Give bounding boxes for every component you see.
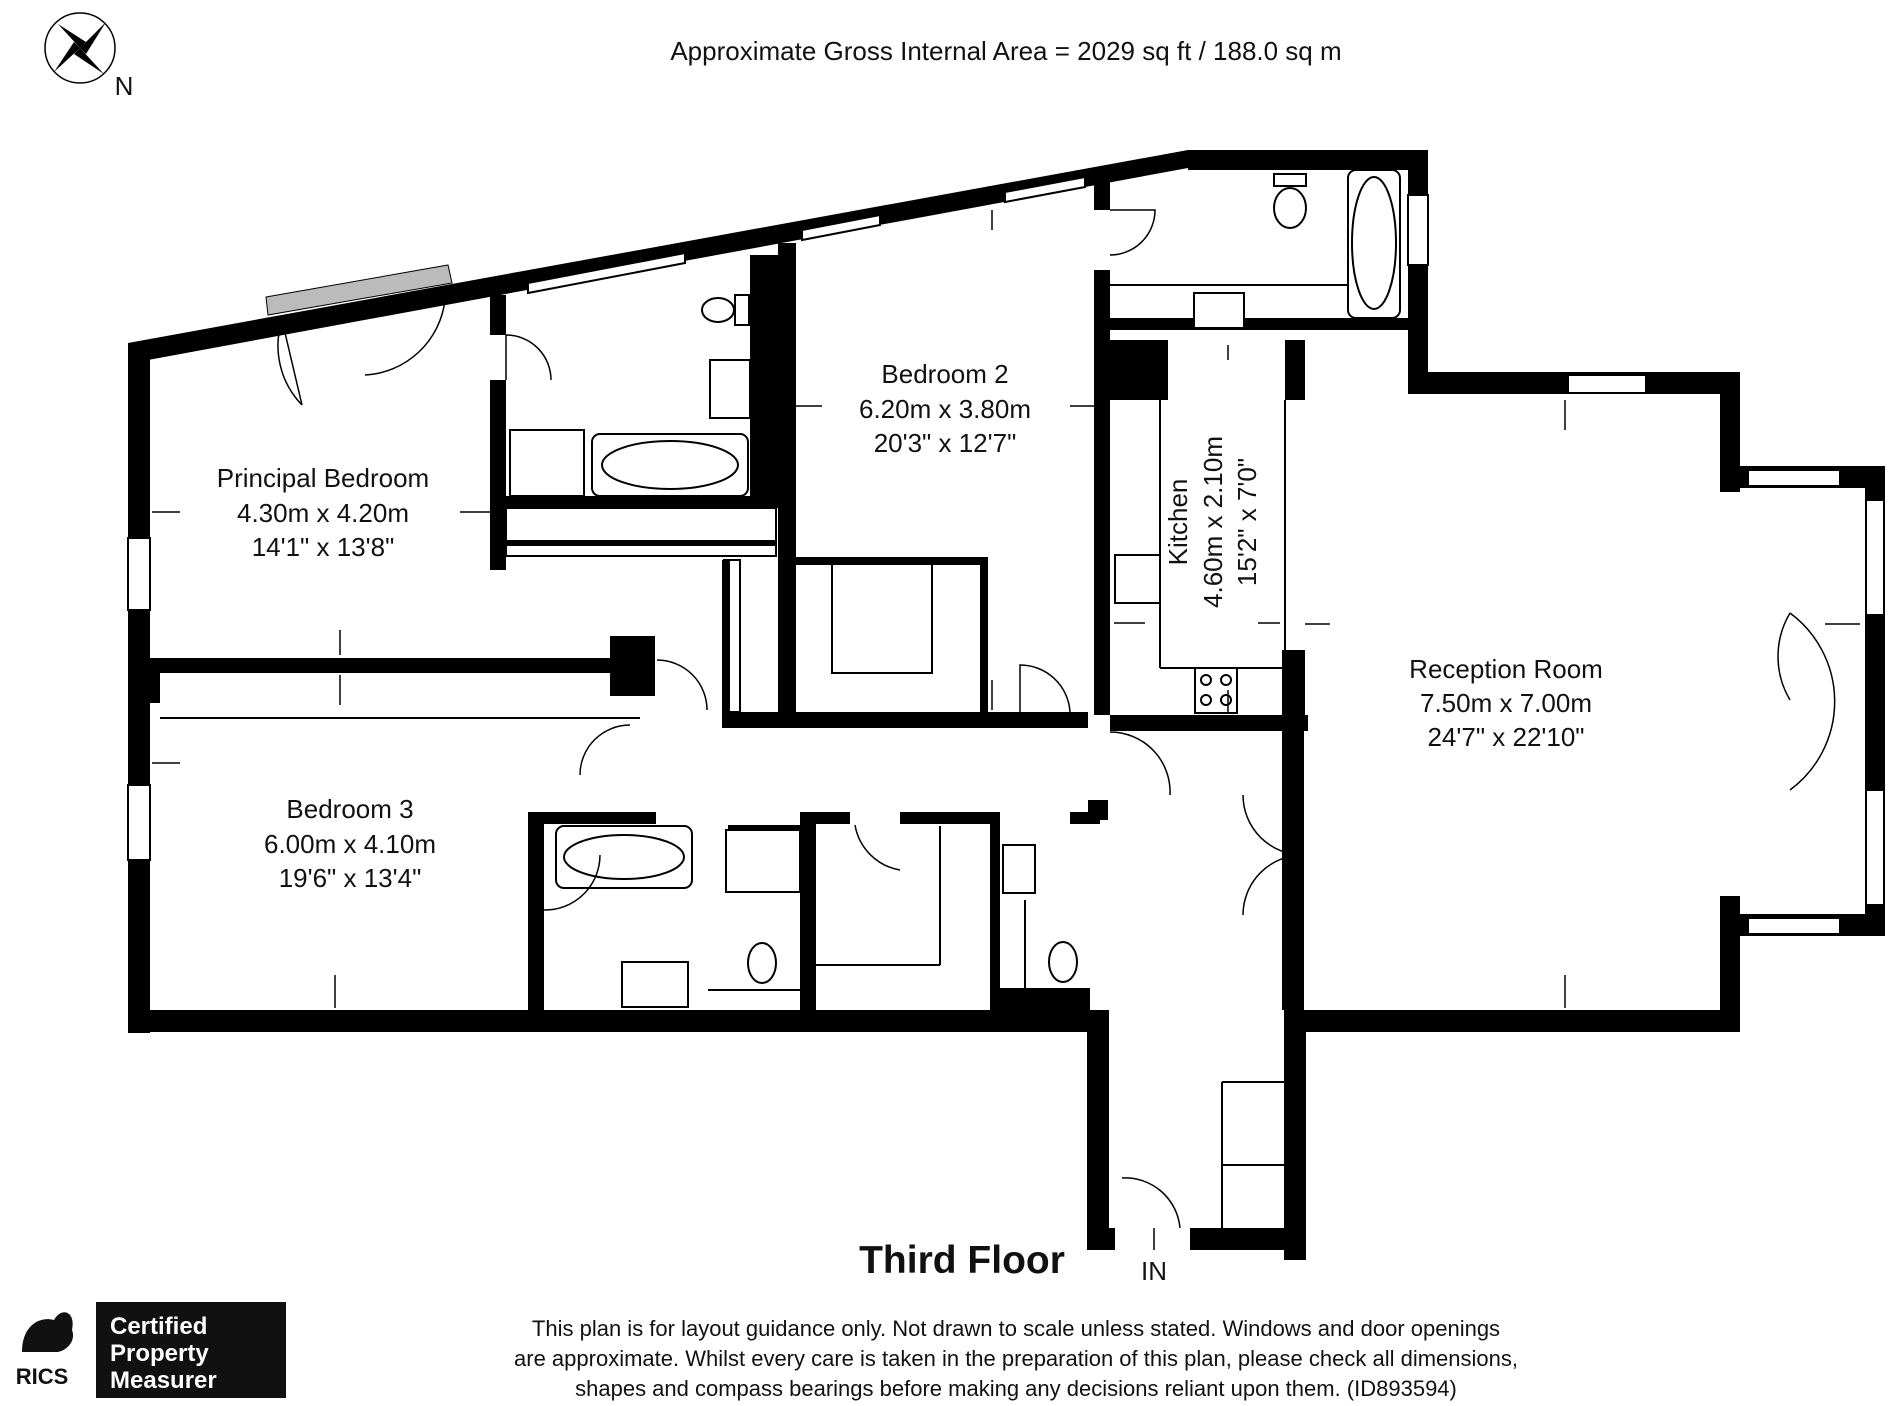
floor-title: Third Floor — [859, 1239, 1065, 1282]
room-imperial: 24'7" x 22'10" — [1427, 722, 1585, 752]
room-metric: 6.00m x 4.10m — [264, 829, 436, 859]
room-bedroom-3 — [264, 794, 436, 893]
room-imperial: 14'1" x 13'8" — [251, 532, 395, 562]
badge-line-3: Measurer — [110, 1367, 217, 1394]
gross-area-text: Approximate Gross Internal Area = 2029 sq ft / 188.0 sq m — [670, 36, 1342, 66]
disclaimer — [514, 1316, 1518, 1401]
compass-north-label: N — [114, 71, 134, 101]
room-name: Principal Bedroom — [216, 463, 430, 493]
room-bedroom-2 — [859, 359, 1031, 458]
rics-lion-icon — [22, 1312, 73, 1352]
room-metric: 7.50m x 7.00m — [1420, 688, 1592, 718]
rics-text: RICS — [15, 1364, 69, 1389]
outer-walls — [128, 150, 1885, 1260]
disclaimer-line-1: This plan is for layout guidance only. Not drawn to scale unless stated. Windows and door openings — [531, 1316, 1501, 1341]
room-metric: 6.20m x 3.80m — [859, 394, 1031, 424]
entrance-label: IN — [1141, 1256, 1167, 1286]
room-imperial: 19'6" x 13'4" — [278, 863, 422, 893]
room-kitchen — [1163, 436, 1262, 608]
rics-badge — [16, 1302, 286, 1398]
compass-rose-icon — [45, 13, 133, 101]
badge-line-1: Certified — [110, 1313, 208, 1340]
room-metric: 4.60m x 2.10m — [1198, 436, 1228, 608]
room-principal-bedroom — [217, 463, 429, 562]
room-name: Reception Room — [1409, 654, 1603, 684]
room-name: Bedroom 3 — [286, 794, 414, 824]
room-metric: 4.30m x 4.20m — [237, 498, 409, 528]
room-name: Kitchen — [1163, 478, 1193, 566]
disclaimer-line-2: are approximate. Whilst every care is taken in the preparation of this plan, please check all dimensions, — [514, 1346, 1518, 1371]
badge-line-2: Property — [110, 1340, 209, 1367]
room-reception-room — [1409, 654, 1603, 752]
disclaimer-line-3: shapes and compass bearings before making any decisions reliant upon them. (ID893594) — [575, 1376, 1457, 1401]
room-name: Bedroom 2 — [881, 359, 1009, 389]
room-imperial: 15'2" x 7'0" — [1232, 457, 1262, 587]
room-imperial: 20'3" x 12'7" — [873, 428, 1017, 458]
